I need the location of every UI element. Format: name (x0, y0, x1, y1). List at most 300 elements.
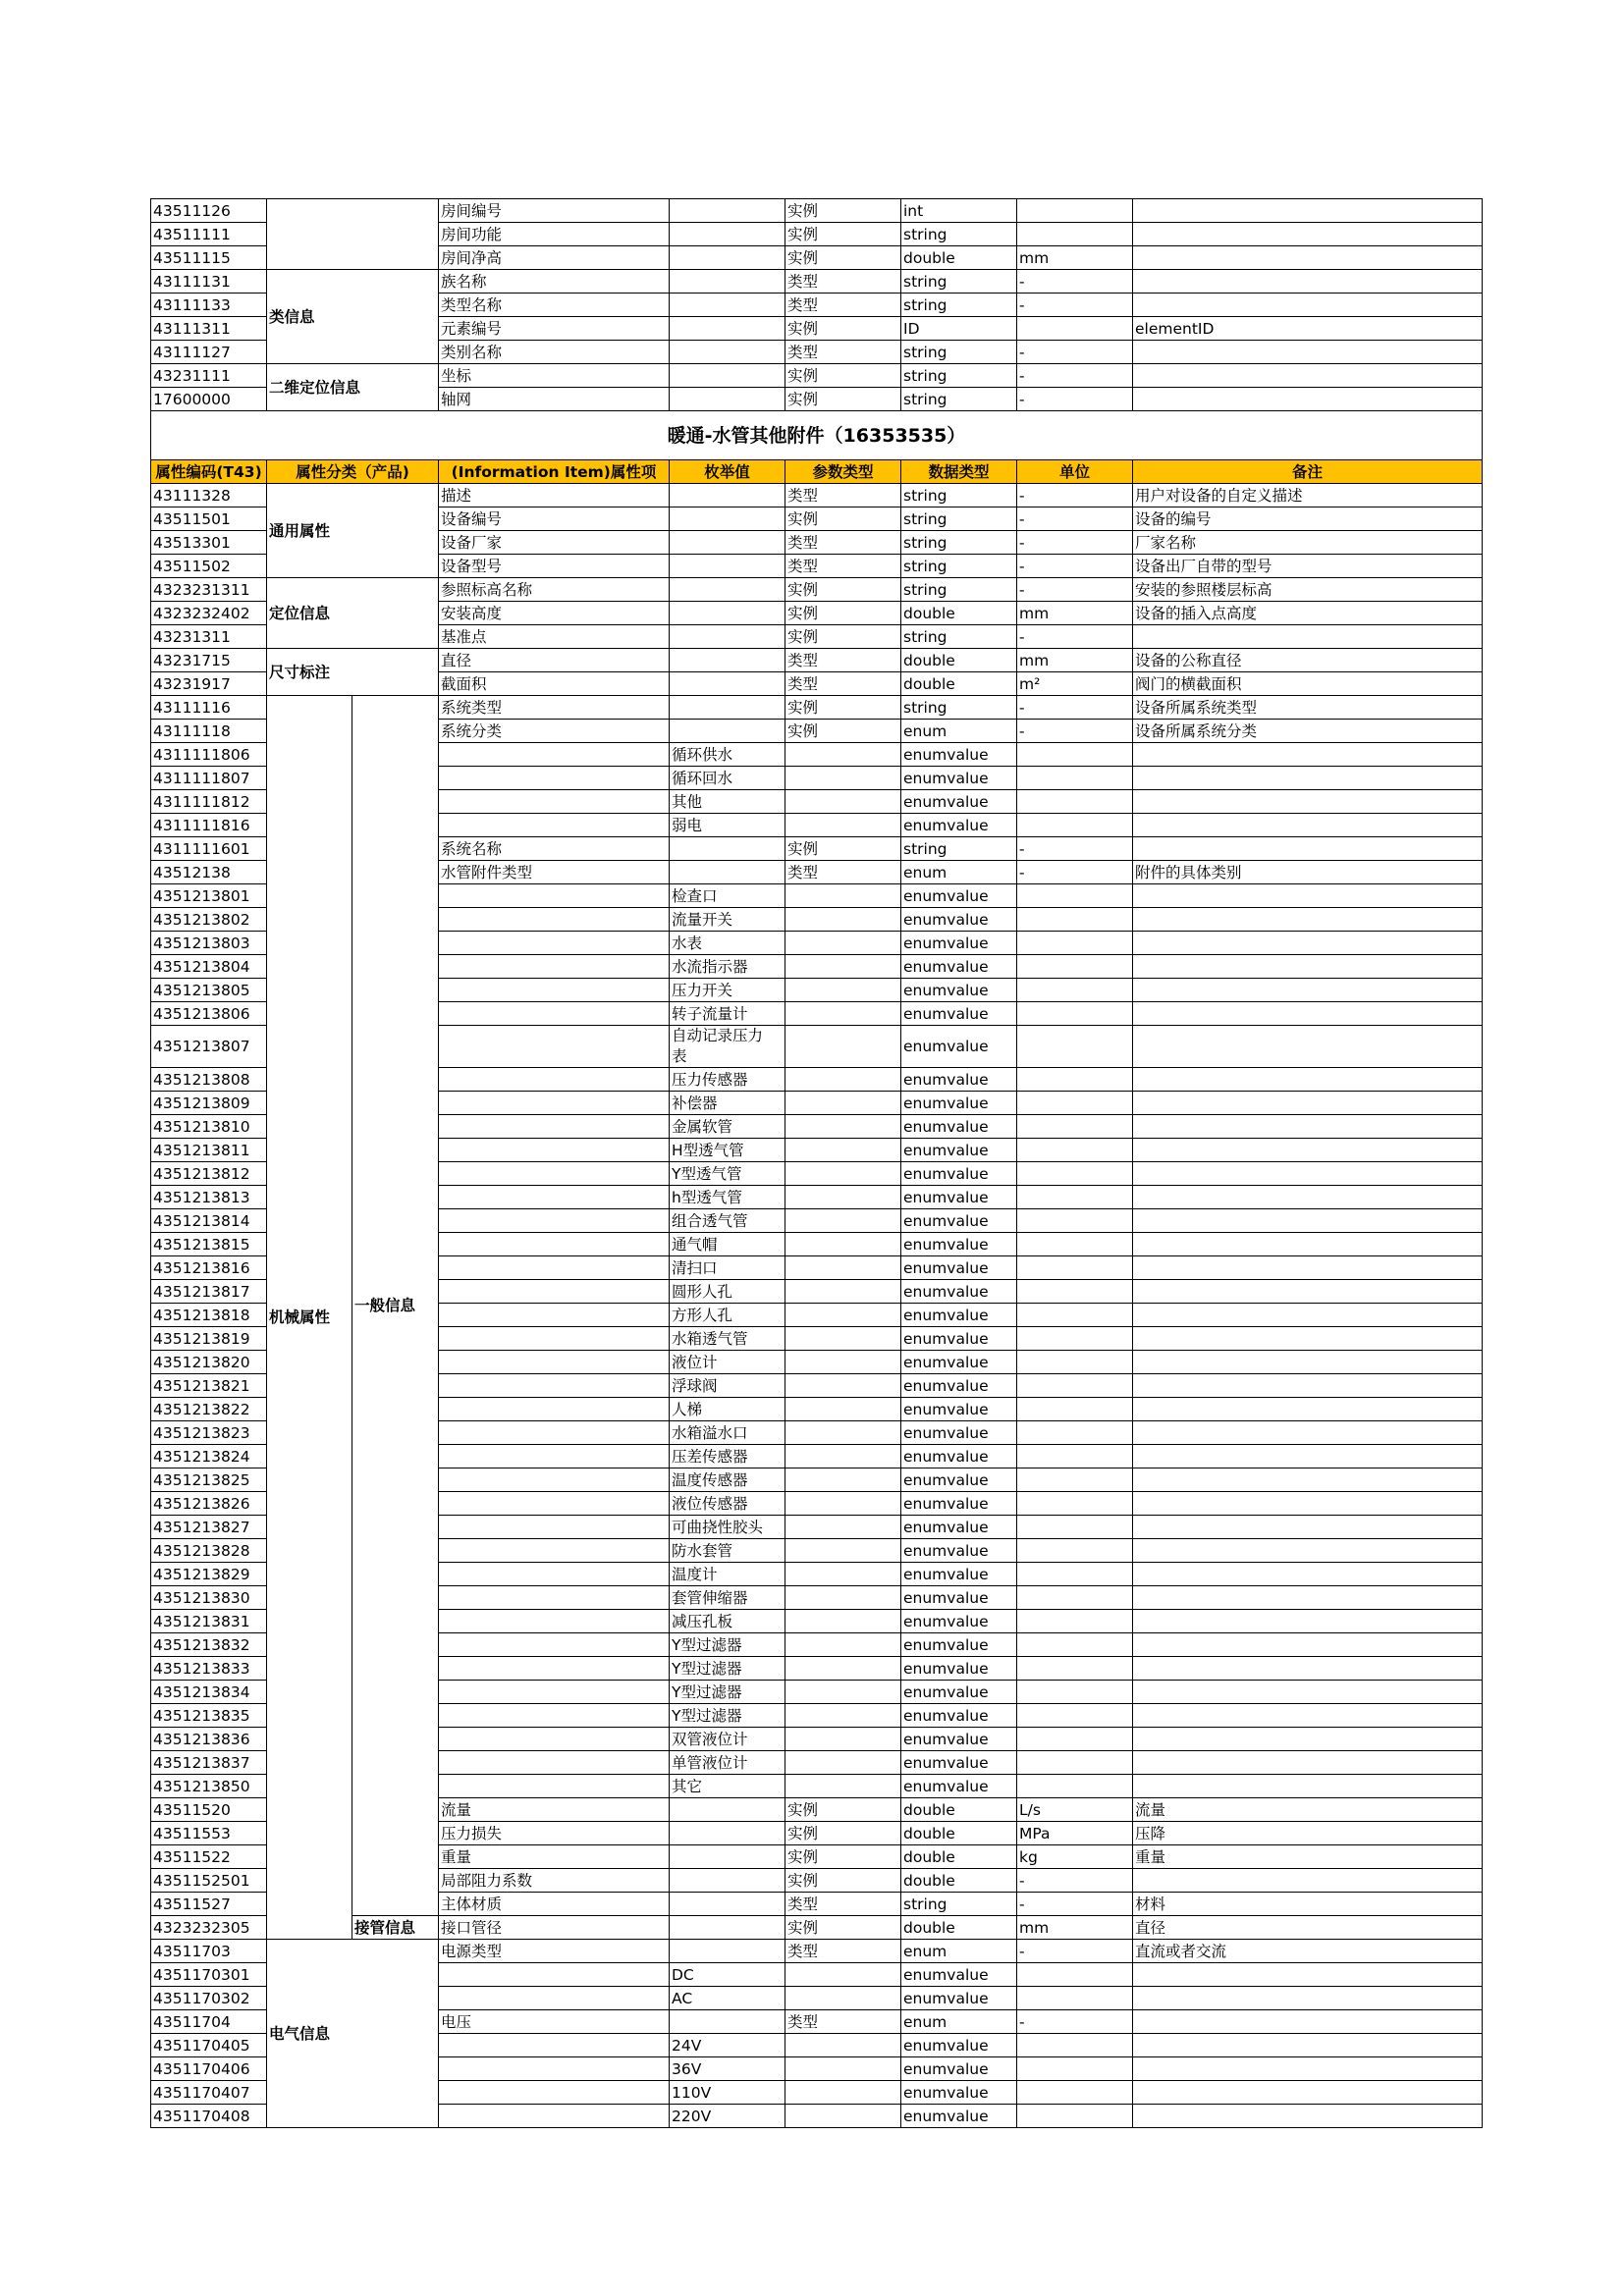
param-type (785, 1092, 901, 1115)
unit: - (1017, 720, 1133, 743)
property-item (439, 932, 670, 955)
enum-value (670, 531, 785, 555)
property-code: 43111328 (151, 484, 267, 507)
remark: 设备的编号 (1133, 507, 1483, 531)
property-item (439, 1492, 670, 1516)
data-type: enum (901, 2010, 1017, 2034)
enum-value (670, 837, 785, 861)
param-type (785, 1421, 901, 1445)
property-item: 族名称 (439, 270, 670, 294)
property-code: 4351170301 (151, 1963, 267, 1987)
property-item (439, 1162, 670, 1186)
unit (1017, 1492, 1133, 1516)
property-item (439, 1186, 670, 1209)
property-item: 安装高度 (439, 602, 670, 625)
enum-value (670, 364, 785, 388)
param-type: 实例 (785, 625, 901, 649)
unit (1017, 1256, 1133, 1280)
enum-value: 液位传感器 (670, 1492, 785, 1516)
data-type: double (901, 1845, 1017, 1869)
property-code: 4323232305 (151, 1916, 267, 1940)
param-type: 实例 (785, 1869, 901, 1893)
remark (1133, 1139, 1483, 1162)
param-type (785, 1209, 901, 1233)
enum-value (670, 625, 785, 649)
property-item (439, 1539, 670, 1563)
unit (1017, 1374, 1133, 1398)
unit (1017, 1681, 1133, 1704)
data-type: string (901, 555, 1017, 578)
group-cell: 二维定位信息 (267, 364, 439, 411)
enum-value (670, 1026, 785, 1068)
unit (1017, 2081, 1133, 2105)
enum-value: 水流指示器 (670, 955, 785, 979)
unit (1017, 1186, 1133, 1209)
property-item (439, 2081, 670, 2105)
param-type (785, 1139, 901, 1162)
param-type (785, 1751, 901, 1775)
enum-value: 可曲挠性胶头 (670, 1516, 785, 1539)
data-type: string (901, 388, 1017, 411)
data-type: enumvalue (901, 1162, 1017, 1186)
param-type (785, 1610, 901, 1633)
unit: - (1017, 1869, 1133, 1893)
remark (1133, 341, 1483, 364)
header-cell: 枚举值 (670, 460, 785, 484)
unit (1017, 1139, 1133, 1162)
unit (1017, 1728, 1133, 1751)
remark (1133, 814, 1483, 837)
group-cell (267, 199, 439, 270)
enum-value: 流量开关 (670, 908, 785, 932)
remark (1133, 1092, 1483, 1115)
property-item (439, 1002, 670, 1026)
unit (1017, 1351, 1133, 1374)
remark: 设备的插入点高度 (1133, 602, 1483, 625)
unit: - (1017, 364, 1133, 388)
table-row (151, 696, 1483, 720)
enum-value: 其他 (670, 790, 785, 814)
group-cell: 定位信息 (267, 578, 439, 649)
data-type: int (901, 199, 1017, 223)
data-type: enumvalue (901, 814, 1017, 837)
remark (1133, 884, 1483, 908)
property-code: 4351170407 (151, 2081, 267, 2105)
enum-value: Y型过滤器 (670, 1704, 785, 1728)
data-type: double (901, 246, 1017, 270)
property-item: 描述 (439, 484, 670, 507)
enum-value: 防水套管 (670, 1539, 785, 1563)
property-code: 43111118 (151, 720, 267, 743)
remark (1133, 1633, 1483, 1657)
property-item: 类型名称 (439, 294, 670, 317)
param-type (785, 1539, 901, 1563)
property-code: 4351213837 (151, 1751, 267, 1775)
remark (1133, 199, 1483, 223)
enum-value-line: 自动记录压力 (672, 1027, 764, 1044)
remark (1133, 908, 1483, 932)
unit (1017, 1162, 1133, 1186)
property-code: 43511115 (151, 246, 267, 270)
enum-value (670, 341, 785, 364)
enum-value (670, 246, 785, 270)
enum-value (670, 1869, 785, 1893)
enum-value: 水箱溢水口 (670, 1421, 785, 1445)
remark: 附件的具体类别 (1133, 861, 1483, 884)
data-type: enumvalue (901, 1398, 1017, 1421)
property-code: 4351213811 (151, 1139, 267, 1162)
enum-value: 温度传感器 (670, 1468, 785, 1492)
data-type: enumvalue (901, 1374, 1017, 1398)
data-type: enumvalue (901, 1280, 1017, 1304)
enum-value (670, 696, 785, 720)
remark (1133, 1002, 1483, 1026)
data-type: enumvalue (901, 1963, 1017, 1987)
property-item (439, 1681, 670, 1704)
unit (1017, 1026, 1133, 1068)
property-code: 4323232402 (151, 602, 267, 625)
param-type: 实例 (785, 696, 901, 720)
data-type: enum (901, 861, 1017, 884)
param-type (785, 1002, 901, 1026)
property-code: 43111311 (151, 317, 267, 341)
property-code: 17600000 (151, 388, 267, 411)
property-item (439, 2034, 670, 2057)
enum-value: 浮球阀 (670, 1374, 785, 1398)
param-type (785, 1186, 901, 1209)
param-type (785, 1963, 901, 1987)
property-code: 4351213802 (151, 908, 267, 932)
property-code: 4351213826 (151, 1492, 267, 1516)
enum-value (670, 720, 785, 743)
data-type: string (901, 507, 1017, 531)
property-item (439, 908, 670, 932)
unit: - (1017, 484, 1133, 507)
property-item (439, 1728, 670, 1751)
property-item (439, 1468, 670, 1492)
property-item: 设备编号 (439, 507, 670, 531)
property-code: 43511522 (151, 1845, 267, 1869)
remark: 设备的公称直径 (1133, 649, 1483, 672)
enum-value (670, 388, 785, 411)
enum-value: 110V (670, 2081, 785, 2105)
unit (1017, 1539, 1133, 1563)
remark (1133, 1704, 1483, 1728)
enum-value (670, 1940, 785, 1963)
param-type: 实例 (785, 837, 901, 861)
unit: kg (1017, 1845, 1133, 1869)
data-type: enumvalue (901, 1681, 1017, 1704)
param-type: 类型 (785, 1893, 901, 1916)
data-type: enumvalue (901, 1586, 1017, 1610)
property-item: 系统类型 (439, 696, 670, 720)
param-type: 实例 (785, 317, 901, 341)
unit (1017, 1704, 1133, 1728)
unit (1017, 1751, 1133, 1775)
unit: - (1017, 1940, 1133, 1963)
param-type (785, 1728, 901, 1751)
remark (1133, 2034, 1483, 2057)
property-code: 4351213827 (151, 1516, 267, 1539)
enum-value: AC (670, 1987, 785, 2010)
remark (1133, 1209, 1483, 1233)
property-code: 4351213801 (151, 884, 267, 908)
property-code: 4311111601 (151, 837, 267, 861)
param-type (785, 1280, 901, 1304)
property-item: 房间功能 (439, 223, 670, 246)
data-type: double (901, 602, 1017, 625)
enum-value: 压差传感器 (670, 1445, 785, 1468)
property-item (439, 1304, 670, 1327)
unit (1017, 1115, 1133, 1139)
enum-value (670, 578, 785, 602)
property-code: 4351170406 (151, 2057, 267, 2081)
data-type: enumvalue (901, 1139, 1017, 1162)
enum-value (670, 270, 785, 294)
data-type: string (901, 1893, 1017, 1916)
enum-value (670, 1916, 785, 1940)
unit: - (1017, 555, 1133, 578)
param-type (785, 979, 901, 1002)
data-type: string (901, 484, 1017, 507)
enum-value: 220V (670, 2105, 785, 2128)
property-item: 基准点 (439, 625, 670, 649)
enum-value: 人梯 (670, 1398, 785, 1421)
property-item: 系统名称 (439, 837, 670, 861)
property-code: 4351213815 (151, 1233, 267, 1256)
remark (1133, 2105, 1483, 2128)
data-type: enumvalue (901, 767, 1017, 790)
table-row (151, 578, 1483, 602)
unit (1017, 979, 1133, 1002)
property-item (439, 1987, 670, 2010)
remark (1133, 1186, 1483, 1209)
param-type (785, 1304, 901, 1327)
enum-value: 补偿器 (670, 1092, 785, 1115)
unit (1017, 1002, 1133, 1026)
enum-value: 压力传感器 (670, 1068, 785, 1092)
data-type: enumvalue (901, 1751, 1017, 1775)
property-code: 4351213850 (151, 1775, 267, 1798)
property-item (439, 1610, 670, 1633)
data-type: double (901, 1798, 1017, 1822)
property-code: 4351213809 (151, 1092, 267, 1115)
data-type: enumvalue (901, 1304, 1017, 1327)
remark: 设备所属系统分类 (1133, 720, 1483, 743)
unit (1017, 199, 1133, 223)
attribute-table (150, 198, 1483, 2128)
table-row (151, 649, 1483, 672)
data-type: enumvalue (901, 1539, 1017, 1563)
data-type: enumvalue (901, 1633, 1017, 1657)
param-type (785, 1468, 901, 1492)
data-type: string (901, 294, 1017, 317)
group-cell: 通用属性 (267, 484, 439, 578)
param-type: 类型 (785, 649, 901, 672)
param-type (785, 1115, 901, 1139)
enum-value (670, 317, 785, 341)
param-type (785, 955, 901, 979)
property-item: 元素编号 (439, 317, 670, 341)
property-code: 4323231311 (151, 578, 267, 602)
property-item: 系统分类 (439, 720, 670, 743)
param-type: 实例 (785, 507, 901, 531)
enum-value: 压力开关 (670, 979, 785, 1002)
unit (1017, 1280, 1133, 1304)
param-type (785, 1162, 901, 1186)
enum-value: 转子流量计 (670, 1002, 785, 1026)
remark (1133, 932, 1483, 955)
enum-value: 方形人孔 (670, 1304, 785, 1327)
property-code: 43511703 (151, 1940, 267, 1963)
group-cell: 尺寸标注 (267, 649, 439, 696)
param-type: 实例 (785, 199, 901, 223)
param-type: 类型 (785, 294, 901, 317)
data-type: string (901, 341, 1017, 364)
remark: 材料 (1133, 1893, 1483, 1916)
remark (1133, 388, 1483, 411)
property-code: 4351170302 (151, 1987, 267, 2010)
remark (1133, 364, 1483, 388)
unit (1017, 1586, 1133, 1610)
data-type: enumvalue (901, 2057, 1017, 2081)
unit (1017, 1633, 1133, 1657)
data-type: double (901, 1822, 1017, 1845)
data-type: double (901, 649, 1017, 672)
param-type (785, 814, 901, 837)
unit (1017, 884, 1133, 908)
property-item (439, 1327, 670, 1351)
param-type (785, 1657, 901, 1681)
data-type: enumvalue (901, 1775, 1017, 1798)
remark (1133, 1068, 1483, 1092)
unit (1017, 1987, 1133, 2010)
property-code: 4351213828 (151, 1539, 267, 1563)
property-item (439, 1963, 670, 1987)
param-type (785, 1516, 901, 1539)
remark (1133, 1304, 1483, 1327)
header-cell: (Information Item)属性项 (439, 460, 670, 484)
property-item (439, 1751, 670, 1775)
data-type: enumvalue (901, 1610, 1017, 1633)
remark (1133, 1751, 1483, 1775)
table-header-row (151, 460, 1483, 484)
property-item (439, 1586, 670, 1610)
enum-value (670, 2010, 785, 2034)
property-code: 43513301 (151, 531, 267, 555)
param-type (785, 1704, 901, 1728)
unit: - (1017, 388, 1133, 411)
enum-value (670, 507, 785, 531)
group-cell: 类信息 (267, 270, 439, 364)
unit: mm (1017, 649, 1133, 672)
property-code: 43511501 (151, 507, 267, 531)
remark (1133, 270, 1483, 294)
remark (1133, 1026, 1483, 1068)
property-item: 电压 (439, 2010, 670, 2034)
property-item (439, 1398, 670, 1421)
property-item: 局部阻力系数 (439, 1869, 670, 1893)
remark: 安装的参照楼层标高 (1133, 578, 1483, 602)
remark (1133, 1563, 1483, 1586)
data-type: ID (901, 317, 1017, 341)
param-type (785, 2034, 901, 2057)
remark (1133, 790, 1483, 814)
unit (1017, 814, 1133, 837)
param-type (785, 2057, 901, 2081)
property-code: 4351213819 (151, 1327, 267, 1351)
property-item (439, 1775, 670, 1798)
property-code: 43511520 (151, 1798, 267, 1822)
remark: 压降 (1133, 1822, 1483, 1845)
property-code: 4351213810 (151, 1115, 267, 1139)
remark: 用户对设备的自定义描述 (1133, 484, 1483, 507)
enum-value: 水表 (670, 932, 785, 955)
property-item (439, 1280, 670, 1304)
property-item (439, 1657, 670, 1681)
property-item (439, 1563, 670, 1586)
property-code: 4351213832 (151, 1633, 267, 1657)
data-type: string (901, 270, 1017, 294)
enum-value: 循环供水 (670, 743, 785, 767)
param-type: 实例 (785, 388, 901, 411)
enum-value: 圆形人孔 (670, 1280, 785, 1304)
property-code: 4351213817 (151, 1280, 267, 1304)
property-item (439, 790, 670, 814)
data-type: enumvalue (901, 908, 1017, 932)
property-item: 重量 (439, 1845, 670, 1869)
property-item (439, 884, 670, 908)
enum-value: Y型过滤器 (670, 1657, 785, 1681)
property-code: 43111131 (151, 270, 267, 294)
data-type: string (901, 364, 1017, 388)
property-code: 43111133 (151, 294, 267, 317)
remark (1133, 1586, 1483, 1610)
remark (1133, 625, 1483, 649)
param-type (785, 1586, 901, 1610)
unit (1017, 1092, 1133, 1115)
enum-value (670, 649, 785, 672)
data-type: enumvalue (901, 1068, 1017, 1092)
data-type: enumvalue (901, 955, 1017, 979)
property-item (439, 767, 670, 790)
param-type (785, 1987, 901, 2010)
property-item: 房间编号 (439, 199, 670, 223)
section-title-row (151, 411, 1483, 460)
data-type: string (901, 223, 1017, 246)
unit (1017, 1468, 1133, 1492)
param-type (785, 743, 901, 767)
param-type (785, 1351, 901, 1374)
enum-value: 循环回水 (670, 767, 785, 790)
param-type (785, 1374, 901, 1398)
data-type: string (901, 531, 1017, 555)
property-item: 电源类型 (439, 1940, 670, 1963)
property-code: 4351213824 (151, 1445, 267, 1468)
unit: mm (1017, 1916, 1133, 1940)
data-type: enumvalue (901, 1728, 1017, 1751)
unit (1017, 1421, 1133, 1445)
header-cell: 数据类型 (901, 460, 1017, 484)
property-code: 4351213820 (151, 1351, 267, 1374)
unit (1017, 1233, 1133, 1256)
property-item (439, 743, 670, 767)
remark (1133, 223, 1483, 246)
param-type (785, 1633, 901, 1657)
enum-value (670, 1798, 785, 1822)
remark: 直径 (1133, 1916, 1483, 1940)
property-code: 43512138 (151, 861, 267, 884)
